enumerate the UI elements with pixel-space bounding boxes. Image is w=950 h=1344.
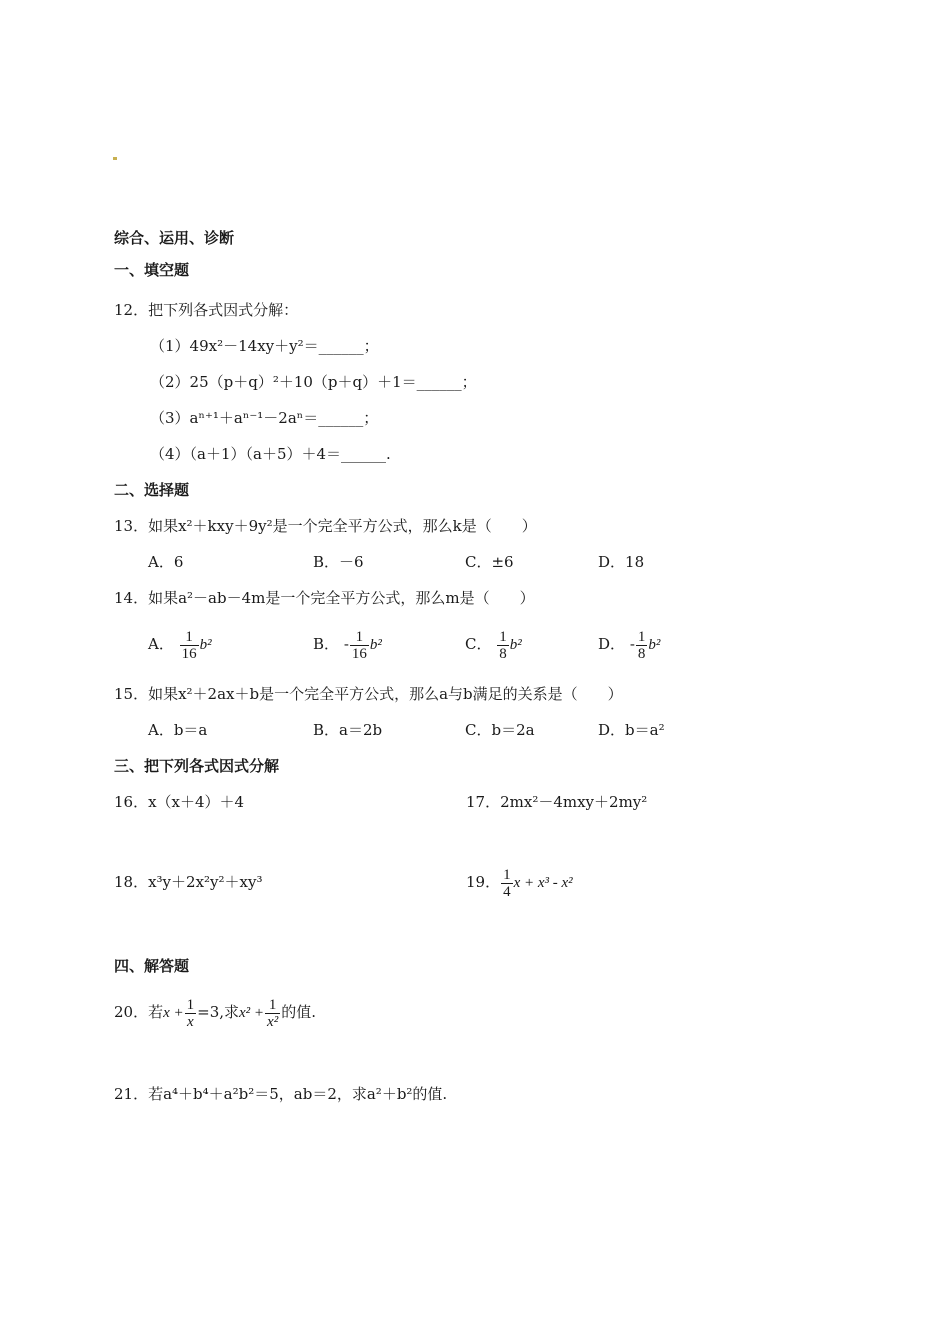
q20-expr-1: x + (163, 1005, 184, 1021)
q14-option-d-label: D． (598, 635, 626, 653)
q13-option-b: B．－6 (313, 553, 364, 571)
q13-option-c: C．±6 (465, 553, 514, 571)
q14-option-b-label: B． (313, 635, 340, 653)
q14-c-tail: b² (509, 637, 522, 653)
section-factorize: 三、把下列各式因式分解 (114, 757, 280, 775)
q19-tail: x + x³ - x² (513, 875, 573, 891)
section-answer: 四、解答题 (114, 957, 190, 975)
question-12-2: （2）25（p＋q）²＋10（p＋q）＋1＝______； (150, 373, 477, 391)
q14-d-fraction: $\frac{1}{8}$ (637, 628, 646, 662)
q19-label: 19． (466, 873, 501, 891)
q14-a-tail: b² (199, 637, 212, 653)
q15-option-c: C．b＝2a (465, 721, 535, 739)
q14-option-c-label: C． (465, 635, 492, 653)
question-12-4: （4）（a＋1）（a＋5）＋4＝______. (150, 445, 391, 463)
question-13: 13．如果x²＋kxy＋9y²是一个完全平方公式，那么k是（ ） (114, 517, 537, 535)
question-20 (114, 992, 316, 1033)
q15-option-d: D．b＝a² (598, 721, 665, 739)
question-21: 21．若a⁴＋b⁴＋a²b²＝5，ab＝2，求a²＋b²的值. (114, 1085, 448, 1103)
q15-option-a: A．b＝a (148, 721, 208, 739)
q14-b-tail: b² (369, 637, 382, 653)
q13-option-a: A．6 (148, 553, 184, 571)
question-12-3: （3）aⁿ⁺¹＋aⁿ⁻¹－2aⁿ＝______； (150, 409, 379, 427)
q20-fraction-1: $\frac{1}{x}$ (186, 996, 195, 1030)
q20-middle: =3,求 (197, 1003, 240, 1021)
q14-d-sign: - (629, 635, 635, 653)
section-choice: 二、选择题 (114, 481, 190, 499)
question-19 (466, 862, 573, 903)
q14-option-a (148, 624, 212, 665)
question-17: 17．2mx²－4mxy＋2my² (466, 793, 648, 811)
q20-expr-2: x² + (239, 1005, 265, 1021)
q14-option-b (313, 624, 382, 665)
question-15: 15．如果x²＋2ax＋b是一个完全平方公式，那么a与b满足的关系是（ ） (114, 685, 623, 703)
q19-fraction: $\frac{1}{4}$ (503, 866, 511, 900)
question-14: 14．如果a²－ab－4m是一个完全平方公式，那么m是（ ） (114, 589, 535, 607)
q14-option-a-label: A． (148, 635, 174, 653)
heading-main: 综合、运用、诊断 (114, 229, 235, 247)
section-fill-blank: 一、填空题 (114, 261, 190, 279)
question-12-1: （1）49x²－14xy＋y²＝______； (150, 337, 379, 355)
mark-dot (113, 157, 117, 160)
q14-a-fraction: $\frac{1}{16}$ (181, 628, 197, 662)
q13-option-d: D．18 (598, 553, 645, 571)
q14-b-sign: - (343, 635, 349, 653)
q14-d-tail: b² (648, 637, 661, 653)
q20-prefix: 20．若 (114, 1003, 164, 1021)
q14-b-fraction: $\frac{1}{16}$ (351, 628, 367, 662)
question-18: 18．x³y＋2x²y²＋xy³ (114, 873, 263, 891)
q14-option-d (598, 624, 660, 665)
q20-suffix: 的值. (281, 1003, 316, 1021)
q15-option-b: B．a＝2b (313, 721, 383, 739)
question-16: 16．x（x＋4）＋4 (114, 793, 245, 811)
q20-fraction-2: $\frac{1}{\text{x²}}$ (267, 996, 279, 1030)
question-12: 12．把下列各式因式分解： (114, 301, 299, 319)
q14-c-fraction: $\frac{1}{8}$ (499, 628, 507, 662)
q14-option-c (465, 624, 522, 665)
